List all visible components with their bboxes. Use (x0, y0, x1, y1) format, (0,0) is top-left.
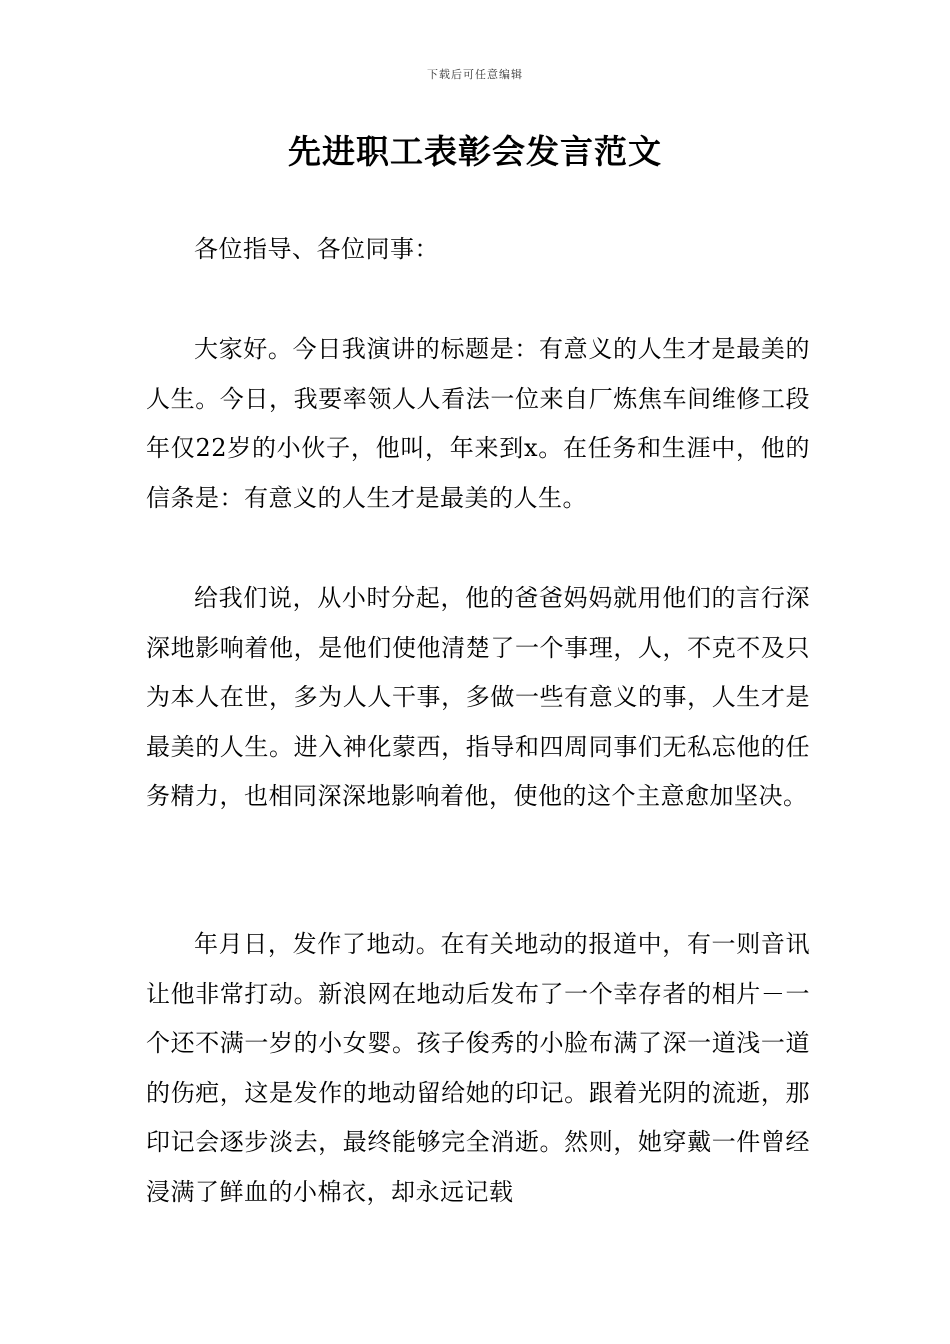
paragraph-3: 年月日，发作了地动。在有关地动的报道中，有一则音讯让他非常打动。新浪网在地动后发布了一个幸存者的相片－一个还不满一岁的小女婴。孩子俊秀的小脸布满了深一道浅一道的伤疤，这是发作的地动留给她的印记。跟着光阴的流逝，那印记会逐步淡去，最终能够完全消逝。然则，她穿戴一件曾经浸满了鲜血的小棉衣，却永远记载 (146, 930, 810, 1206)
header-note: 下载后可任意编辑 (427, 68, 523, 81)
paragraph-2: 给我们说，从小时分起，他的爸爸妈妈就用他们的言行深深地影响着他，是他们使他清楚了一个事理，人，不克不及只为本人在世，多为人人干事，多做一些有意义的事，人生才是最美的人生。进入神化蒙西，指导和四周同事们无私忘他的任务精力，也相同深深地影响着他，使他的这个主意愈加坚决。 (146, 584, 810, 810)
document-title: 先进职工表彰会发言范文 (288, 132, 662, 171)
salutation: 各位指导、各位同事： (194, 235, 439, 263)
paragraph-1: 大家好。今日我演讲的标题是：有意义的人生才是最美的人生。今日，我要率领人人看法一位来自厂炼焦车间维修工段年仅22岁的小伙子，他叫，年来到x。在任务和生涯中，他的信条是：有意义的人生才是最美的人生。 (146, 335, 810, 512)
